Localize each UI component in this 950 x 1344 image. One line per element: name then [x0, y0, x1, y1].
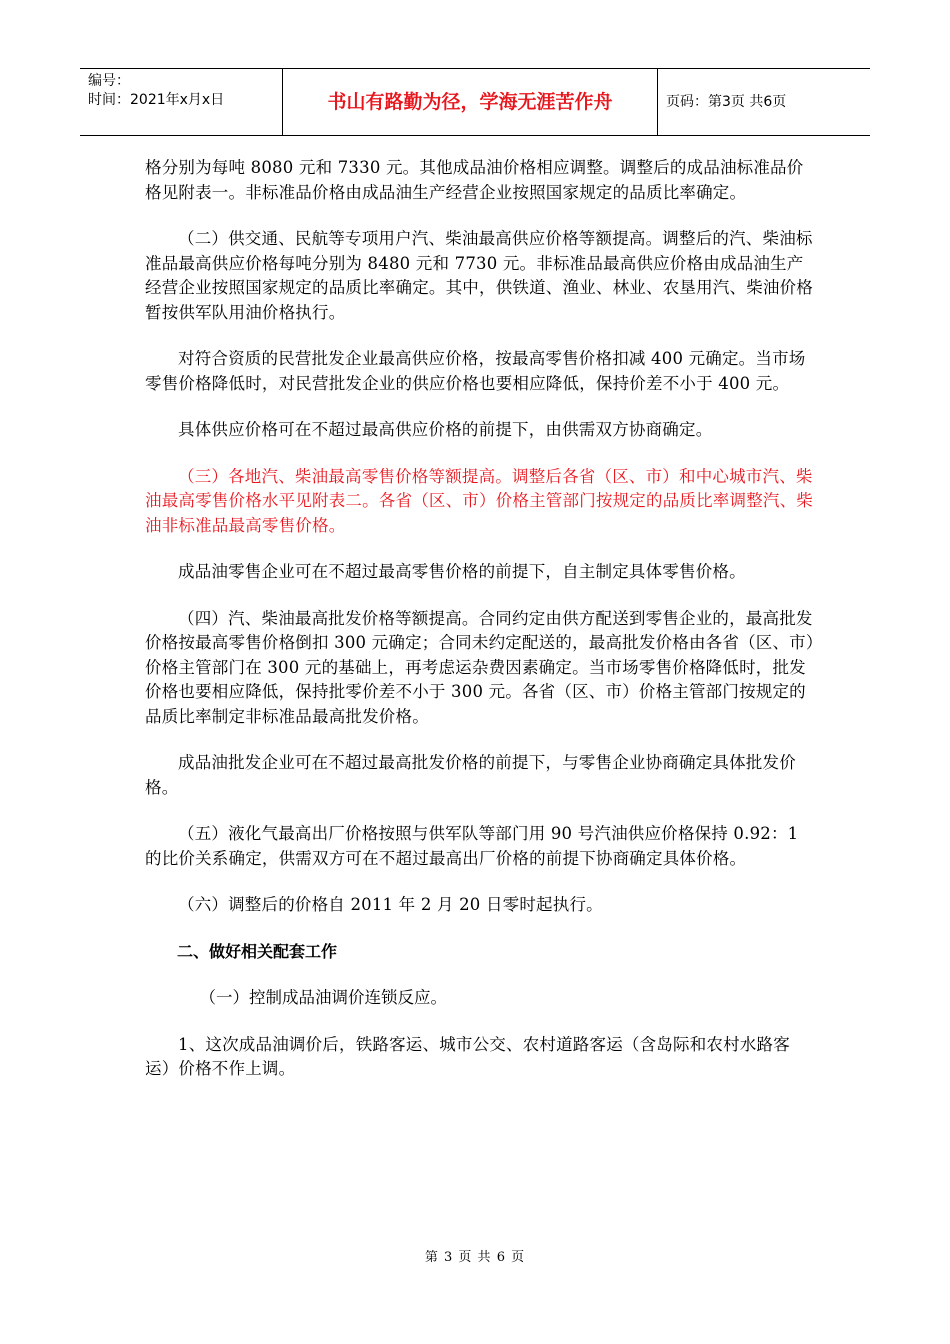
section-heading: 二、做好相关配套工作 [177, 941, 338, 961]
paragraph: （六）调整后的价格自 2011 年 2 月 20 日零时起执行。 [178, 895, 603, 914]
paragraph: （二）供交通、民航等专项用户汽、柴油最高供应价格等额提高。调整后的汽、柴油标准品最高供应价格每吨分别为 8480 元和 7730 元。非标准品最高供应价格由成品油生产经营企业按照国家规定的品质比率确定。其中，供铁道、渔业、林业、农垦用汽、柴油价格暂按供军队用油价格执行。 [145, 229, 813, 322]
paragraph: 对符合资质的民营批发企业最高供应价格，按最高零售价格扣减 400 元确定。当市场零售价格降低时，对民营批发企业的供应价格也要相应降低，保持价差不小于 400 元。 [145, 349, 806, 393]
page-header [80, 68, 870, 136]
header-page-code: 页码：第3页 共6页 [666, 94, 787, 110]
paragraph: 成品油零售企业可在不超过最高零售价格的前提下，自主制定具体零售价格。 [178, 562, 746, 581]
paragraph: （五）液化气最高出厂价格按照与供军队等部门用 90 号汽油供应价格保持 0.92：1 的比价关系确定，供需双方可在不超过最高出厂价格的前提下协商确定具体价格。 [145, 824, 799, 868]
page-footer: 第 3 页 共 6 页 [424, 1250, 526, 1265]
paragraph: 1、这次成品油调价后，铁路客运、城市公交、农村道路客运（含岛际和农村水路客运）价格不作上调。 [145, 1034, 790, 1078]
document-date: 时间：2021年x月x日 [88, 92, 225, 108]
highlighted-paragraph: （三）各地汽、柴油最高零售价格等额提高。调整后各省（区、市）和中心城市汽、柴油最高零售价格水平见附表二。各省（区、市）价格主管部门按规定的品质比率调整汽、柴油非标准品最高零售价格。 [145, 466, 813, 535]
paragraph: （四）汽、柴油最高批发价格等额提高。合同约定由供方配送到零售企业的，最高批发价格按最高零售价格倒扣 300 元确定；合同未约定配送的，最高批发价格由各省（区、市）价格主管部门在 300 元的基础上，再考虑运杂费因素确定。当市场零售价格降低时，批发价格也要相应降低，保持批零价差不小于 300 元。各省（区、市）价格主管部门按规定的品质比率制定非标准品最高批发价格。 [145, 608, 815, 726]
paragraph: 成品油批发企业可在不超过最高批发价格的前提下，与零售企业协商确定具体批发价格。 [145, 753, 796, 797]
document-body [145, 156, 815, 1104]
paragraph: 具体供应价格可在不超过最高供应价格的前提下，由供需双方协商确定。 [178, 420, 713, 439]
paragraph: 格分别为每吨 8080 元和 7330 元。其他成品油价格相应调整。调整后的成品油标准品价格见附表一。非标准品价格由成品油生产经营企业按照国家规定的品质比率确定。 [145, 158, 804, 202]
header-motto: 书山有路勤为径，学海无涯苦作舟 [283, 69, 658, 135]
document-number-label: 编号： [88, 73, 130, 89]
header-meta [80, 69, 283, 135]
subsection-heading: （一）控制成品油调价连锁反应。 [199, 988, 447, 1007]
